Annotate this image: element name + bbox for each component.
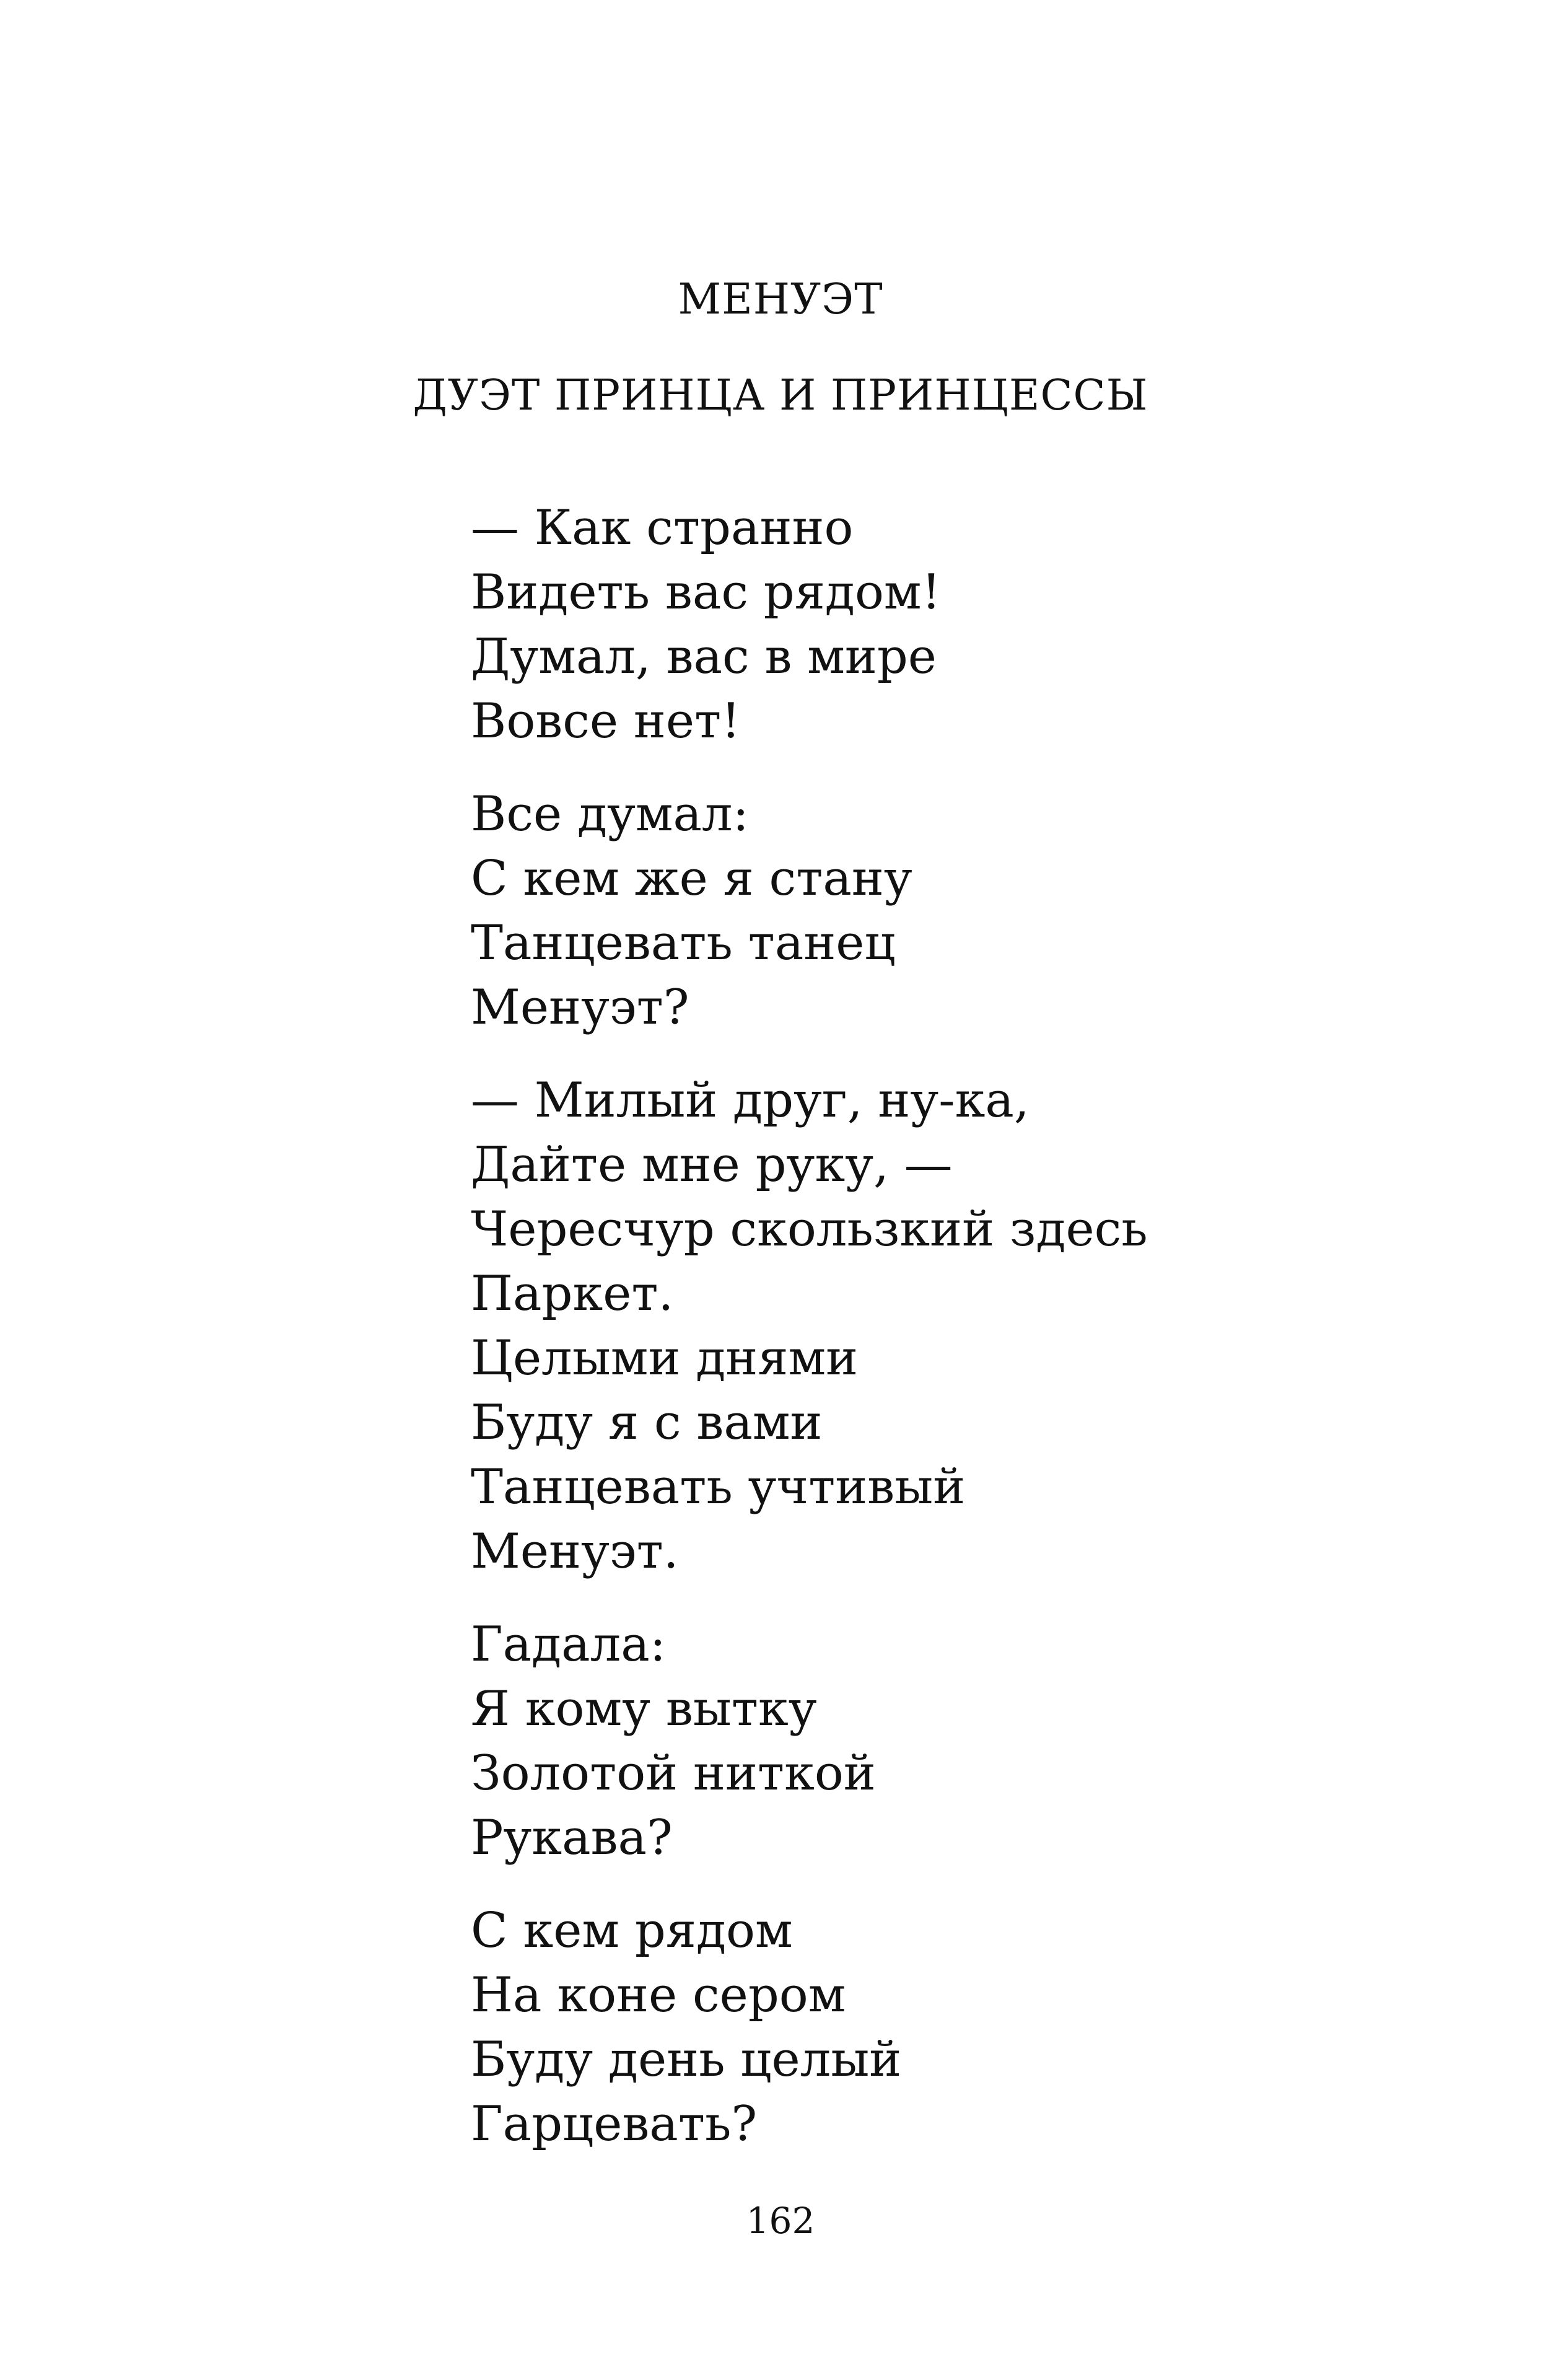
poem-line: Танцевать танец (471, 915, 896, 971)
poem-line: С кем же я стану (471, 851, 912, 907)
poem-line: Вовсе нет! (471, 693, 741, 749)
poem-line: Гарцевать? (471, 2096, 758, 2152)
poem-line: Чересчур скользкий здесь (471, 1201, 1148, 1257)
poem-line: С кем рядом (471, 1903, 793, 1959)
page-number: 162 (746, 2200, 815, 2242)
poem-line: Дайте мне руку, — (471, 1137, 953, 1193)
poem-line: Танцевать учтивый (471, 1459, 966, 1515)
poem-title: МЕНУЭТ (678, 275, 883, 324)
stanza-5 (471, 1899, 1462, 2156)
poem-body (471, 496, 1462, 2156)
poem-line: Рукава? (471, 1810, 673, 1866)
poem-line: Менуэт. (471, 1524, 679, 1579)
stanza-3 (471, 1068, 1462, 1584)
stanza-1 (471, 496, 1462, 753)
poem-line: Золотой ниткой (471, 1745, 876, 1801)
poem-line: Все думал: (471, 786, 749, 842)
stanza-2 (471, 782, 1462, 1040)
poem-line: На коне сером (471, 1967, 846, 2023)
poem-line: Буду день целый (471, 2032, 902, 2088)
poem-line: Паркет. (471, 1266, 674, 1322)
poem-line: Целыми днями (471, 1330, 859, 1386)
poem-line: Я кому вытку (471, 1681, 817, 1737)
poem-line: Думал, вас в мире (471, 629, 937, 685)
poem-subtitle: ДУЭТ ПРИНЦА И ПРИНЦЕССЫ (413, 371, 1148, 420)
poem-line: Менуэт? (471, 980, 689, 1035)
poem-line: Буду я с вами (471, 1395, 823, 1451)
poem-line: — Милый друг, ну-ка, (471, 1073, 1030, 1128)
poem-line: — Как странно (471, 500, 854, 556)
poem-line: Видеть вас рядом! (471, 564, 941, 620)
stanza-4 (471, 1612, 1462, 1870)
poem-line: Гадала: (471, 1617, 667, 1672)
